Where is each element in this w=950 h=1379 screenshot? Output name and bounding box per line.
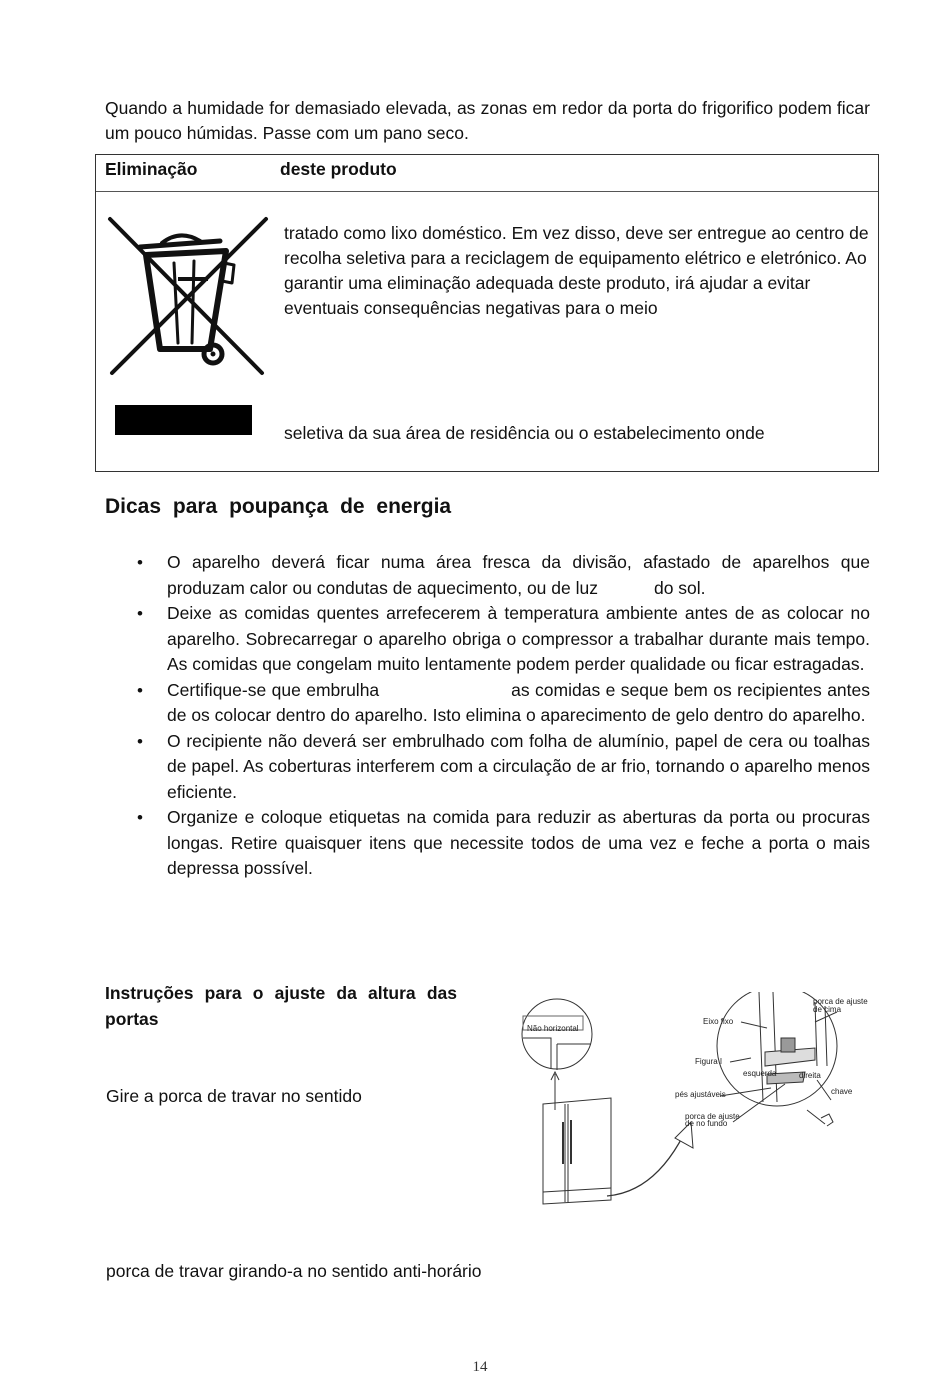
bullet-icon: •	[137, 604, 143, 623]
tip-text: Deixe as comidas quentes arrefecerem à temperatura ambiente antes de as colocar no aparelho. Sobrecarregar o aparelho obriga o compressor a trabalhar durante mais tempo. As comidas que congelam muito lentamente podem perder qualidade ou ficar estragadas.	[167, 603, 870, 674]
label-right: direita	[799, 1071, 821, 1080]
list-item	[105, 729, 870, 806]
disposal-heading-right: deste produto	[280, 159, 397, 179]
door-adjust-text-1: Gire a porca de travar no sentido	[106, 1086, 362, 1106]
list-item	[105, 601, 870, 678]
list-item	[105, 550, 870, 601]
tip-text: as comidas e seque bem os recipientes antes de os colocar dentro do aparelho. Isto elimina o aparecimento de gelo dentro do aparelho.	[167, 679, 870, 725]
label-bottom-nut-1: porca de ajuste	[685, 1112, 740, 1121]
bullet-icon: •	[137, 731, 143, 751]
disposal-text: tratado como lixo doméstico. Em vez disso, deve ser entregue ao centro de recolha seletiva para a reciclagem de equipamento elétrico e eletrónico. Ao garantir uma eliminação adequada deste produto, irá ajudar a evitar eventuais consequências negativas para o meio	[284, 223, 869, 318]
energy-tips-list	[105, 550, 870, 882]
energy-tips-title: Dicas para poupança de energia	[105, 495, 452, 518]
label-not-horizontal: Não horizontal	[527, 1024, 579, 1033]
bullet-icon: •	[137, 680, 143, 700]
label-adjustable-feet: pés ajustáveis	[675, 1090, 726, 1099]
label-left: esquerda	[743, 1069, 777, 1078]
crossed-out-wheelie-bin-icon	[102, 207, 272, 429]
label-figure: Figura I	[695, 1057, 723, 1066]
door-adjust-text-2: porca de travar girando-a no sentido anti-horário	[106, 1261, 482, 1281]
disposal-header	[96, 155, 878, 192]
door-adjust-diagram	[515, 992, 885, 1220]
label-top-nut-2: de cima	[813, 1005, 842, 1014]
tip-text: O recipiente não deverá ser embrulhado com folha de alumínio, papel de cera ou toalhas de papel. As coberturas interferem com a circulação de ar frio, tornando o aparelho menos eficiente.	[167, 730, 870, 802]
intro-paragraph: Quando a humidade for demasiado elevada, as zonas em redor da porta do frigorifico podem ficar um pouco húmidas. Passe com um pano seco.	[105, 98, 870, 143]
disposal-heading-left: Eliminação	[105, 159, 198, 179]
bullet-icon: •	[137, 553, 143, 572]
tip-text: Organize e coloque etiquetas na comida para reduzir as aberturas da porta ou procuras longas. Retire quaisquer itens que necessite todos de uma vez e feche a porta o mais depressa possível.	[167, 807, 870, 878]
disposal-box	[95, 154, 879, 472]
list-item	[105, 805, 870, 882]
page-number: 14	[472, 1359, 488, 1375]
tip-text: do sol.	[653, 577, 706, 598]
label-fixed-axis: Eixo fixo	[703, 1017, 734, 1026]
list-item	[105, 678, 870, 729]
tip-text: Certifique-se que embrulha	[167, 679, 380, 700]
label-wrench: chave	[831, 1087, 853, 1096]
label-bottom-nut-2: de no fundo	[685, 1119, 728, 1128]
tip-text: O aparelho deverá ficar numa área fresca da divisão, afastado de aparelhos que produzam calor ou condutas de aquecimento, ou de luz	[167, 552, 870, 598]
disposal-text-2: seletiva da sua área de residência ou o estabelecimento onde	[284, 423, 765, 443]
label-top-nut-1: porca de ajuste	[813, 997, 868, 1006]
bullet-icon: •	[137, 808, 143, 827]
separate-collection-bar	[115, 405, 252, 435]
door-adjust-title: Instruções para o ajuste da altura das portas	[105, 983, 457, 1029]
